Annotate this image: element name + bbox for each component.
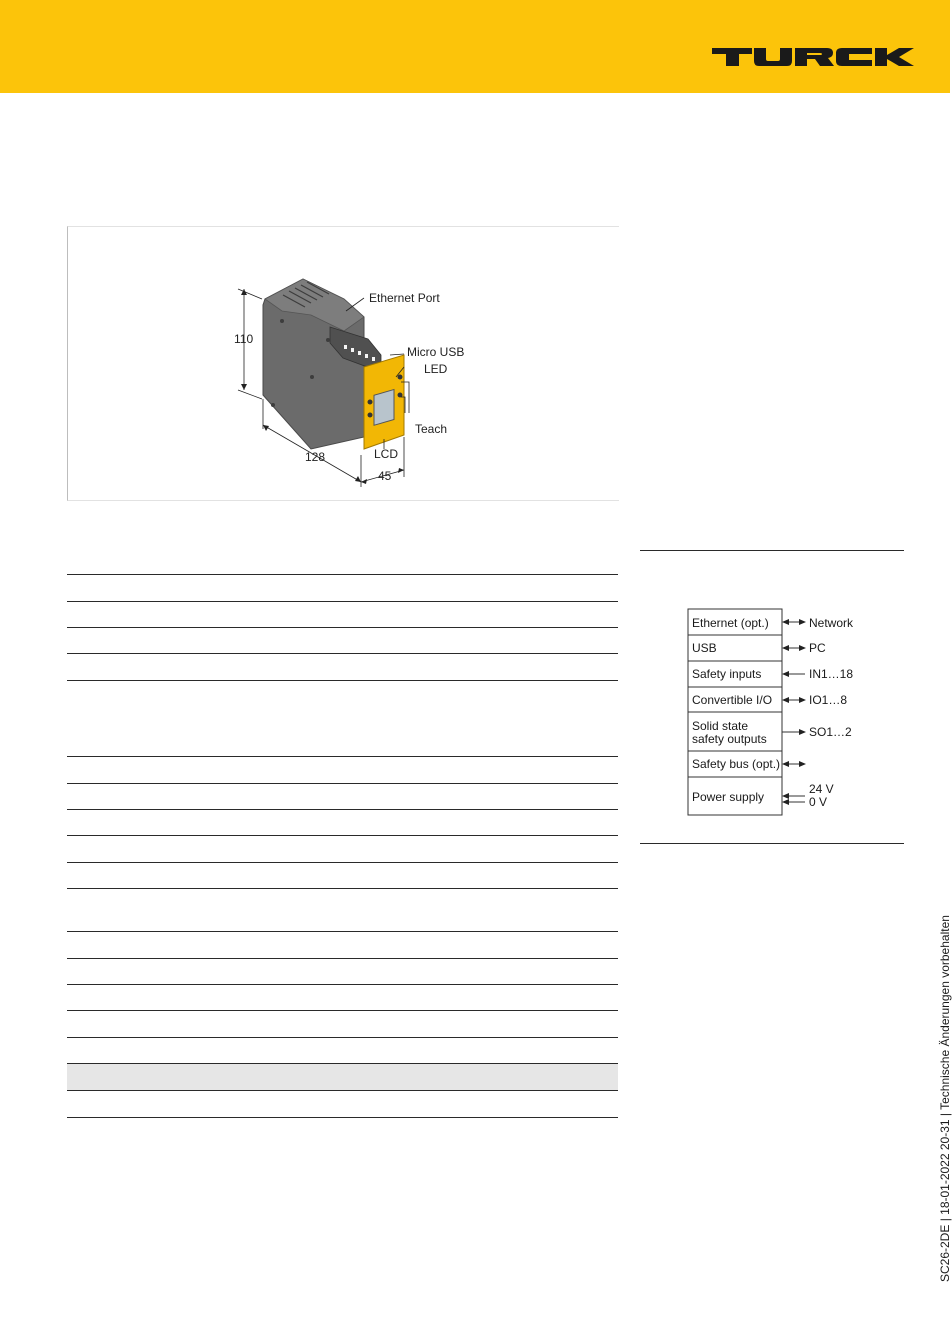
signal-in: IN1…18 <box>809 667 854 681</box>
table-row <box>67 1010 618 1037</box>
table-row <box>67 756 618 783</box>
table-row <box>67 931 618 958</box>
table-row <box>67 680 618 756</box>
block-ethernet-label: Ethernet (opt.) <box>692 616 769 630</box>
table-row <box>67 835 618 862</box>
label-micro-usb: Micro USB <box>407 345 465 359</box>
device-dimension-drawing <box>68 227 619 500</box>
signal-network: Network <box>809 616 854 630</box>
table-row <box>67 653 618 680</box>
table-row <box>67 627 618 653</box>
label-ethernet-port: Ethernet Port <box>369 291 440 305</box>
signal-0v: 0 V <box>809 795 828 809</box>
table-row <box>67 1090 618 1117</box>
block-solid-state-label-2: safety outputs <box>692 732 767 746</box>
block-power-supply-label: Power supply <box>692 790 765 804</box>
block-solid-state-label-1: Solid state <box>692 719 749 733</box>
technical-data-table <box>67 574 618 1118</box>
block-diagram <box>640 552 904 844</box>
table-row <box>67 601 618 627</box>
dimension-depth: 128 <box>305 450 326 464</box>
block-safety-bus-label: Safety bus (opt.) <box>692 757 781 771</box>
label-lcd: LCD <box>374 447 399 461</box>
dimension-width: 45 <box>378 469 392 483</box>
signal-24v: 24 V <box>809 782 834 796</box>
turck-logo <box>712 44 914 68</box>
signal-io: IO1…8 <box>809 693 848 707</box>
document-footer-vertical: SC26-2DE | 18-01-2022 20-31 | Technische Änderungen vorbehalten <box>938 915 952 1282</box>
block-usb-label: USB <box>692 641 717 655</box>
block-safety-inputs-label: Safety inputs <box>692 667 762 681</box>
dimension-height: 110 <box>234 332 254 346</box>
signal-pc: PC <box>809 641 826 655</box>
label-teach: Teach <box>415 422 448 436</box>
label-led: LED <box>424 362 448 376</box>
table-row <box>67 809 618 835</box>
table-row <box>67 862 618 888</box>
table-bottom-rule <box>67 1117 618 1118</box>
table-row <box>67 783 618 809</box>
table-row <box>67 958 618 984</box>
table-row <box>67 1037 618 1063</box>
block-diagram-top-rule <box>640 550 904 551</box>
table-row <box>67 888 618 931</box>
dimension-drawing-frame <box>67 226 619 501</box>
signal-so: SO1…2 <box>809 725 852 739</box>
block-convertible-io-label: Convertible I/O <box>692 693 773 707</box>
table-row <box>67 574 618 601</box>
table-row-shaded <box>67 1063 618 1090</box>
table-row <box>67 984 618 1010</box>
